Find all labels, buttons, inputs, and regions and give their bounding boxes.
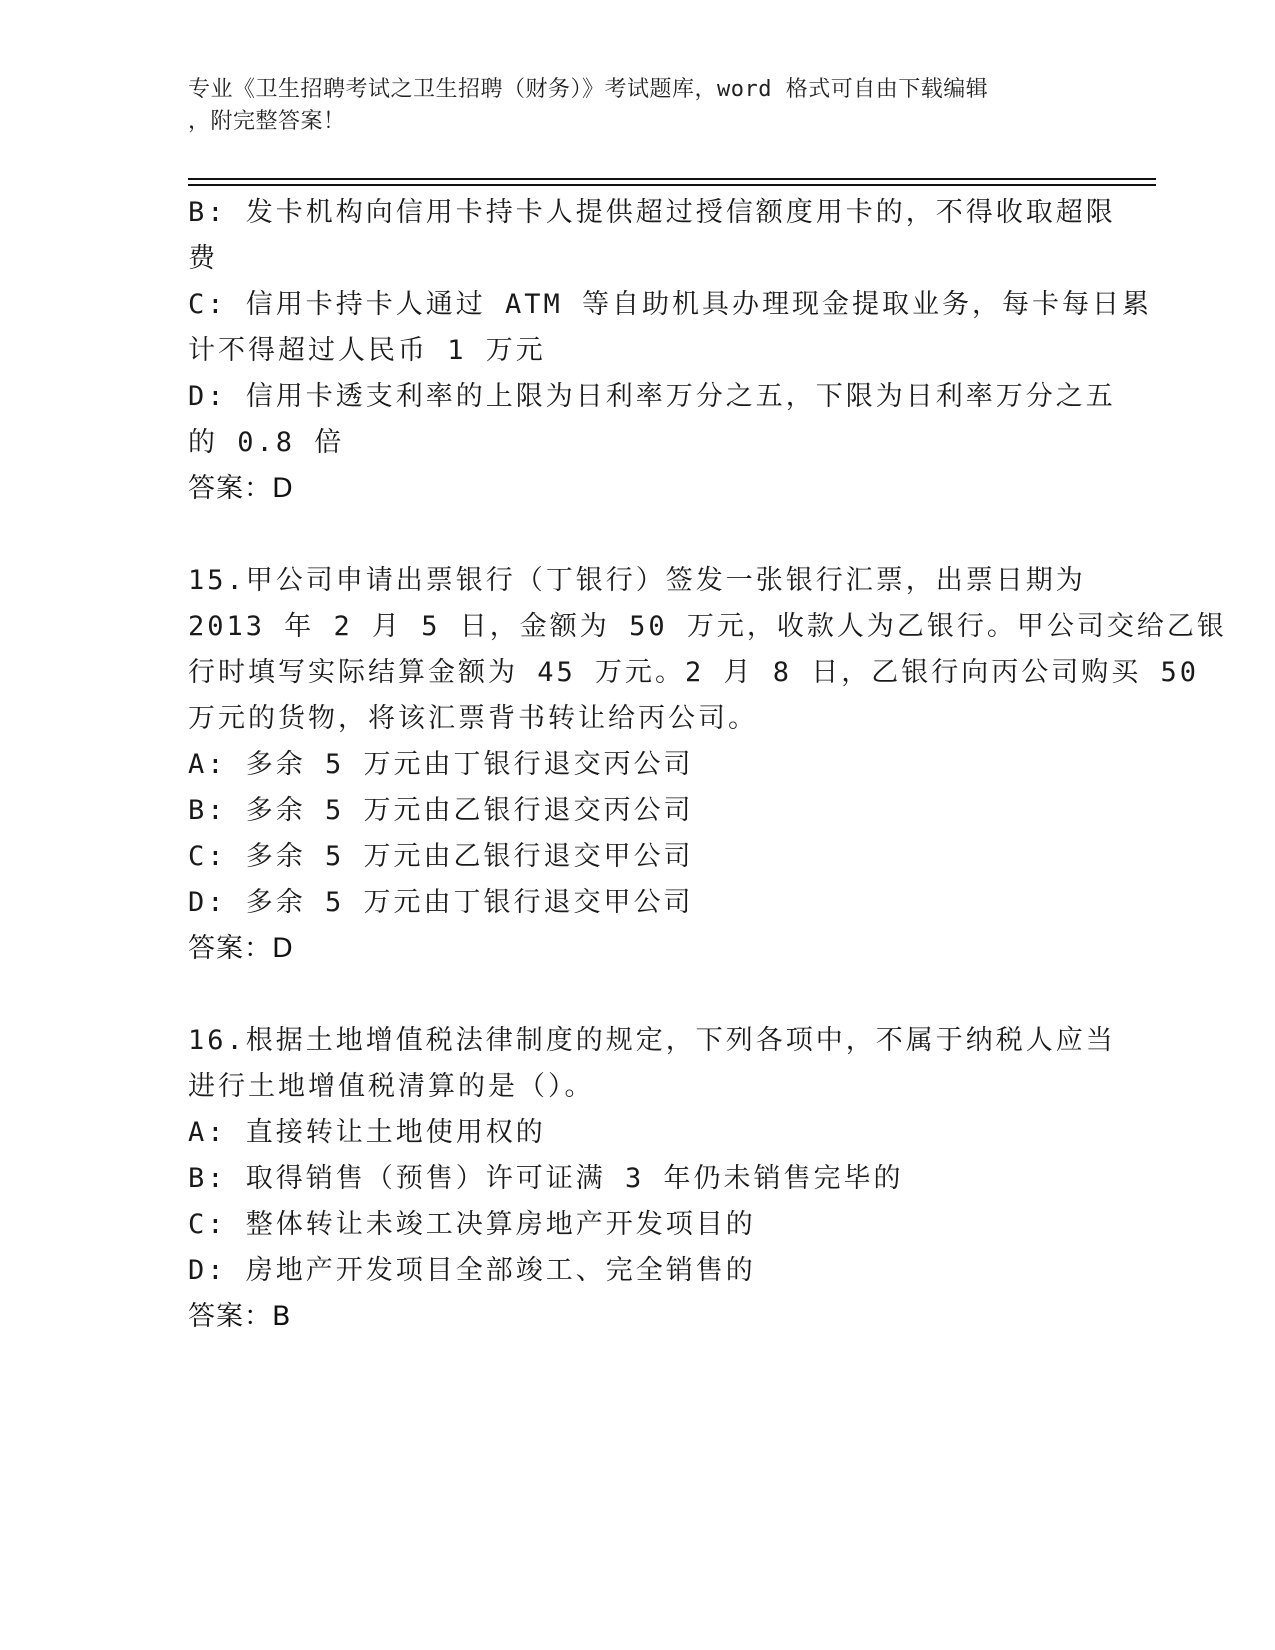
spacer: [188, 512, 1088, 558]
question-stem-line-2: 2013 年 2 月 5 日，金额为 50 万元，收款人为乙银行。甲公司交给乙银: [188, 611, 1227, 642]
header-divider-top: [188, 178, 1156, 180]
option-d-line-1: D: 信用卡透支利率的上限为日利率万分之五，下限为日利率万分之五: [188, 381, 1116, 412]
header-divider-bottom: [188, 184, 1156, 186]
answer-line: 答案：D: [188, 933, 294, 964]
option-c-line-2: 计不得超过人民币 1 万元: [188, 335, 546, 366]
header-line-2: ，附完整答案！: [188, 109, 346, 134]
question-stem-line-4: 万元的货物，将该汇票背书转让给丙公司。: [188, 703, 758, 734]
option-b: B: 多余 5 万元由乙银行退交丙公司: [188, 795, 694, 826]
document-body: [188, 190, 1227, 1340]
question-stem-line-2: 进行土地增值税清算的是（）。: [188, 1071, 595, 1102]
option-c-line-1: C: 信用卡持卡人通过 ATM 等自助机具办理现金提取业务，每卡每日累: [188, 289, 1153, 320]
spacer: [188, 972, 1088, 1018]
option-a: A: 多余 5 万元由丁银行退交丙公司: [188, 749, 694, 780]
previous-question-block: [188, 190, 1153, 512]
option-b: B: 取得销售（预售）许可证满 3 年仍未销售完毕的: [188, 1163, 904, 1194]
option-b-line-2: 费: [188, 243, 218, 274]
question-stem-line-1: 16.根据土地增值税法律制度的规定，下列各项中，不属于纳税人应当: [188, 1025, 1116, 1056]
option-a: A: 直接转让土地使用权的: [188, 1117, 546, 1148]
question-stem-line-1: 15.甲公司申请出票银行（丁银行）签发一张银行汇票，出票日期为: [188, 565, 1086, 596]
option-d: D: 多余 5 万元由丁银行退交甲公司: [188, 887, 694, 918]
option-c: C: 多余 5 万元由乙银行退交甲公司: [188, 841, 694, 872]
option-d-line-2: 的 0.8 倍: [188, 427, 345, 458]
option-d: D: 房地产开发项目全部竣工、完全销售的: [188, 1255, 756, 1286]
question-16-block: [188, 1018, 1116, 1340]
question-stem-line-3: 行时填写实际结算金额为 45 万元。2 月 8 日，乙银行向丙公司购买 50: [188, 657, 1200, 688]
header-line-1: 专业《卫生招聘考试之卫生招聘（财务）》考试题库，word 格式可自由下载编辑: [188, 77, 989, 102]
option-c: C: 整体转让未竣工决算房地产开发项目的: [188, 1209, 756, 1240]
option-b-line-1: B: 发卡机构向信用卡持卡人提供超过授信额度用卡的，不得收取超限: [188, 197, 1116, 228]
document-header: [188, 74, 1088, 138]
answer-line: 答案：B: [188, 1301, 292, 1332]
question-15-block: [188, 558, 1227, 972]
answer-line: 答案：D: [188, 473, 294, 504]
